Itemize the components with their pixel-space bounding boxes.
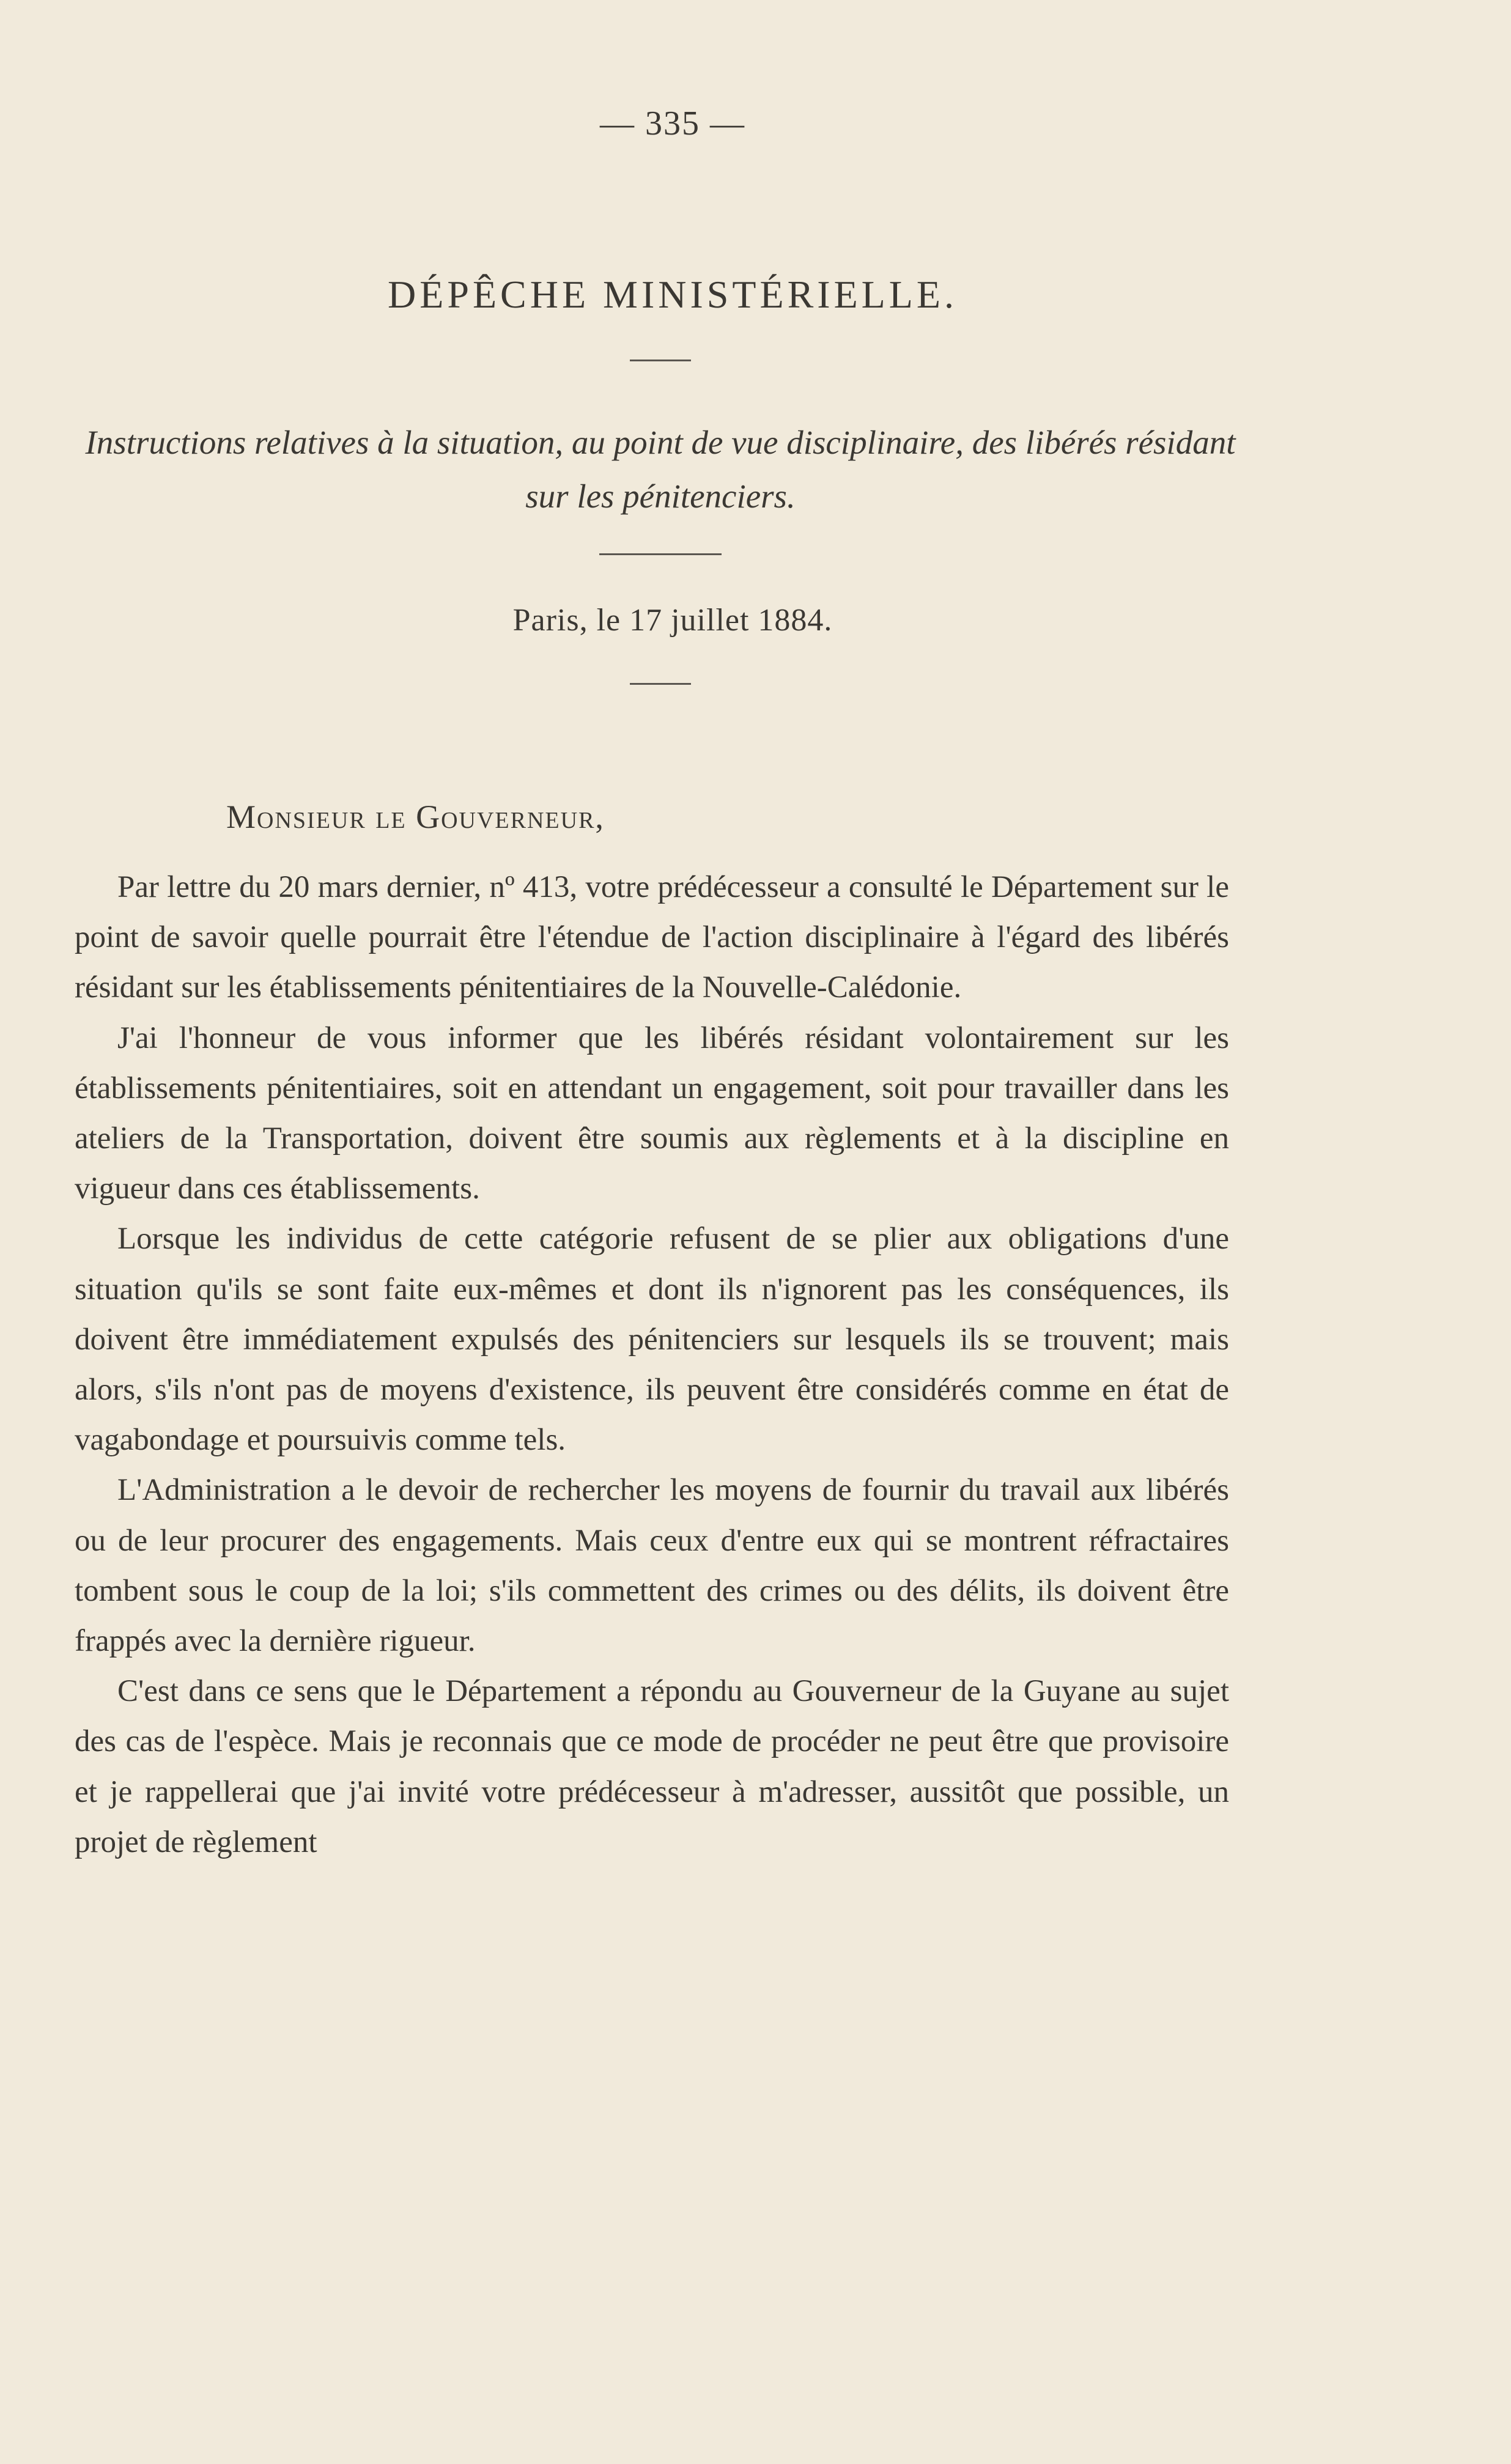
paragraph: C'est dans ce sens que le Département a répondu au Gouverneur de la Guyane au sujet des cas de l'espèce. Mais je reconnais que ce mode de procéder ne peut être que provisoire et je rappellerai que j'ai invité votre prédécesseur à m'adresser, aussitôt que possible, un projet de règlement bbox=[75, 1674, 1229, 1859]
divider bbox=[599, 553, 722, 555]
salutation: Monsieur le Gouverneur, bbox=[226, 799, 605, 835]
paragraph: Lorsque les individus de cette catégorie refusent de se plier aux obligations d'une situation qu'ils se sont faite eux-mêmes et dont ils n'ignorent pas les conséquences, ils doivent être immédiatement expulsés des pénitenciers sur lesquels ils se trouvent; mais alors, s'ils n'ont pas de moyens d'existence, ils peuvent être considérés comme en état de vagabondage et poursuivis comme tels. bbox=[75, 1222, 1229, 1458]
divider bbox=[630, 683, 691, 685]
paragraph: Par lettre du 20 mars dernier, nº 413, votre prédécesseur a consulté le Département sur le point de savoir quelle pourrait être l'étendue de l'action disciplinaire à l'égard des libérés résidant sur les établissements pénitentiaires de la Nouvelle-Calédonie. bbox=[75, 870, 1229, 1005]
divider bbox=[630, 360, 691, 361]
page-title: DÉPÊCHE MINISTÉRIELLE. bbox=[388, 273, 958, 316]
page-number: — 335 — bbox=[600, 105, 745, 142]
dateline: Paris, le 17 juillet 1884. bbox=[512, 603, 833, 638]
paragraph: L'Administration a le devoir de rechercher les moyens de fournir du travail aux libérés ou de leur procurer des engagements. Mais ceux d'entre eux qui se montrent réfractaires tombent sous le coup de la loi; s'ils commettent des crimes ou des délits, ils doivent être frappés avec la dernière rigueur. bbox=[75, 1473, 1229, 1659]
paragraph: J'ai l'honneur de vous informer que les libérés résidant volontairement sur les établissements pénitentiaires, soit en attendant un engagement, soit pour travailler dans les ateliers de la Transportation, doivent être soumis aux règlements et à la discipline en vigueur dans ces établissements. bbox=[75, 1020, 1229, 1206]
subtitle: Instructions relatives à la situation, au point de vue disciplinaire, des libérés résidant sur les pénitenciers. bbox=[85, 424, 1236, 515]
body-text bbox=[75, 862, 1229, 1867]
